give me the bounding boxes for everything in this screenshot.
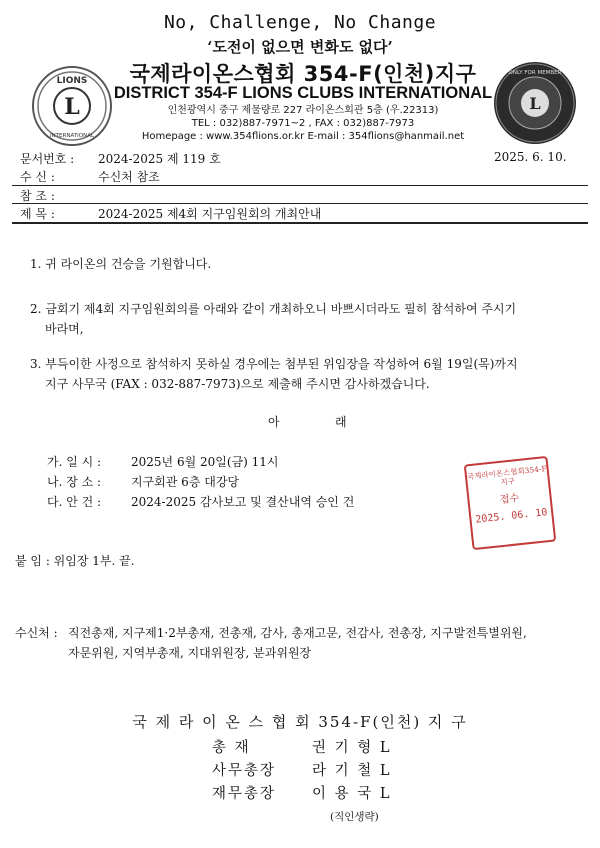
signature-name: 권 기 형 L (312, 740, 392, 756)
agenda-item-value: 지구회관 6층 대강당 (131, 475, 240, 489)
address-line: 인천광역시 중구 제물량로 227 라이온스회관 5층 (우.22313) (167, 105, 439, 116)
stamp-org: 국제라이온스협회354-F지구 (466, 464, 548, 487)
seal-omitted-note: (직인생략) (330, 811, 379, 823)
lions-logo-left (32, 66, 112, 146)
agenda-item-label: 다. 안 건 : (47, 495, 102, 509)
doc-date: 2025. 6. 10. (494, 150, 567, 164)
paragraph-3-line-2: 지구 사무국 (FAX : 032-887-7973)으로 제출해 주시면 감사하겠습니다. (45, 377, 430, 391)
agenda-item-label: 가. 일 시 : (47, 455, 102, 469)
agenda-item-value: 2024-2025 감사보고 및 결산내역 승인 건 (131, 495, 355, 509)
divider (12, 222, 588, 224)
reference-label: 참 조 : (20, 189, 55, 203)
paragraph-3-line-1: 3. 부득이한 사정으로 참석하지 못하실 경우에는 첨부된 위임장을 작성하여 6월 19일(목)까지 (30, 357, 518, 371)
attachment-line: 붙 임 : 위임장 1부. 끝. (15, 554, 135, 568)
below-heading-left: 아 (268, 415, 280, 429)
agenda-item-value: 2025년 6월 20일(금) 11시 (131, 455, 279, 469)
signature-org: 국 제 라 이 온 스 협 회 354-F(인천) 지 구 (132, 713, 468, 731)
stamp-label: 접수 (499, 493, 520, 507)
svg-text:L: L (529, 94, 541, 113)
subject-label: 제 목 : (20, 207, 55, 221)
divider (12, 203, 588, 204)
paragraph-1: 1. 귀 라이온의 건승을 기원합니다. (30, 257, 212, 271)
doc-number: 2024-2025 제 119 호 (98, 152, 221, 166)
org-name-korean: 국제라이온스협회 354-F(인천)지구 (129, 62, 477, 86)
below-heading-right: 래 (335, 415, 347, 429)
doc-number-label: 문서번호 : (20, 152, 75, 166)
signature-title: 재무총장 (212, 786, 277, 802)
paragraph-2-line-2: 바라며, (45, 322, 84, 336)
signature-title: 사무총장 (212, 763, 277, 779)
motto-korean: ‘도전이 없으면 변화도 없다’ (207, 38, 393, 56)
lions-badge-icon (494, 62, 576, 144)
tel-fax-line: TEL : 032)887-7971~2 , FAX : 032)887-7973 (191, 118, 415, 129)
web-email-line: Homepage : www.354flions.or.kr E-mail : 354flions@hanmail.net (141, 131, 465, 142)
lions-emblem-icon (34, 68, 110, 144)
signature-name: 라 기 철 L (312, 763, 392, 779)
recipient-label: 수 신 : (20, 170, 55, 184)
lions-logo-right (494, 62, 576, 144)
org-name-english: DISTRICT 354-F LIONS CLUBS INTERNATIONAL (113, 84, 493, 102)
signature-name: 이 용 국 L (312, 786, 392, 802)
recipients-label: 수신처 : (15, 626, 58, 640)
recipients-line-1: 직전총재, 지구제1·2부총재, 전총재, 감사, 총재고문, 전감사, 전총장, 지구발전특별위원, (68, 626, 527, 640)
received-stamp (464, 456, 557, 550)
subject: 2024-2025 제4회 지구임원회의 개최안내 (98, 207, 322, 221)
recipient: 수신처 참조 (98, 170, 160, 184)
paragraph-2-line-1: 2. 금회기 제4회 지구임원회의를 아래와 같이 개최하오니 바쁘시더라도 필히 참석하여 주시기 (30, 302, 517, 316)
stamp-date: 2025. 06. 10 (474, 507, 548, 526)
svg-text:L: L (64, 94, 80, 120)
divider (12, 185, 588, 186)
logo-left-text: LIONS (56, 76, 88, 86)
address-block (113, 104, 493, 143)
logo-left-sub: INTERNATIONAL (49, 133, 95, 139)
signature-title: 총 재 (212, 740, 251, 756)
recipients-line-2: 자문위원, 지역부총재, 지대위원장, 분과위원장 (68, 646, 312, 660)
agenda-item-label: 나. 장 소 : (47, 475, 102, 489)
logo-right-text: ONLY FOR MEMBER (508, 70, 562, 76)
motto-english: No, Challenge, No Change (163, 12, 437, 33)
